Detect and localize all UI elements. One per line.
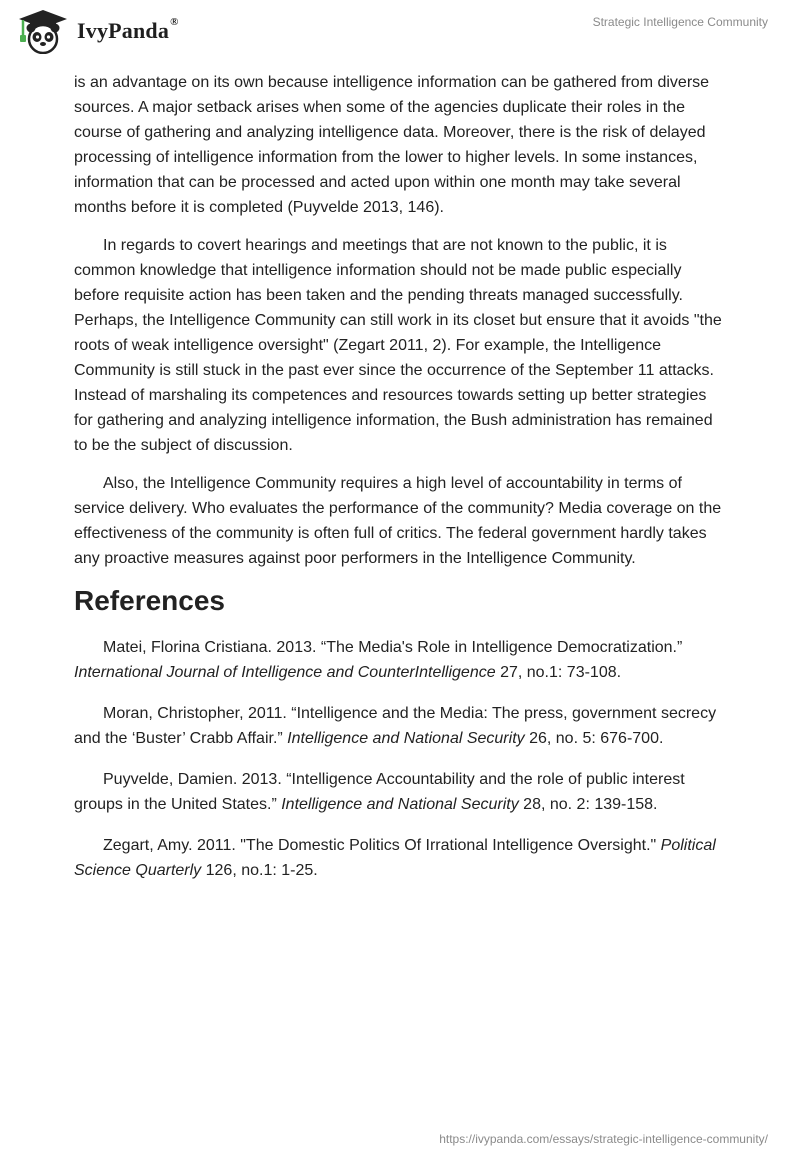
reference-item-zegart <box>74 833 724 883</box>
body-paragraph-2: In regards to covert hearings and meetings that are not known to the public, it is common knowledge that intelligence information should not be made public especially before requisite action has been taken and the pending threats managed successfully. Perhaps, the Intelligence Community can still work in its closet but ensure that it avoids "the roots of weak intelligence oversight" (Zegart 2011, 2). For example, the Intelligence Community is still stuck in the past ever since the occurrence of the September 11 attacks. Instead of marshaling its competences and resources towards setting up better strategies for gathering and analyzing intelligence information, the Bush administration has remained to be the subject of discussion. <box>74 237 722 454</box>
reference-text: Zegart, Amy. 2011. "The Domestic Politics Of Irrational Intelligence Oversight." <box>103 837 661 854</box>
body-paragraph-3: Also, the Intelligence Community requires a high level of accountability in terms of service delivery. Who evaluates the performance of the community? Media coverage on the effectiveness of the community is often full of critics. The federal government hardly takes any proactive measures against poor performers in the Intelligence Community. <box>74 475 722 567</box>
reference-text: Moran, Christopher, 2011. “Intelligence and the Media: The press, government secrecy and the ‘Buster’ Crabb Affair.” <box>74 705 717 747</box>
brand-text: IvyPanda <box>77 18 170 43</box>
panda-graduate-icon <box>15 8 71 54</box>
reference-journal: Intelligence and National Security <box>287 730 525 747</box>
reference-citation: 26, no. 5: 676-700. <box>524 730 664 747</box>
reference-text: Puyvelde, Damien. 2013. “Intelligence Accountability and the role of public interest groups in the United States.” <box>74 771 685 813</box>
reference-citation: 28, no. 2: 139-158. <box>518 796 658 813</box>
reference-journal: Political Science Quarterly <box>74 837 716 879</box>
page-header <box>0 0 800 70</box>
reference-citation: 27, no.1: 73-108. <box>495 664 622 681</box>
reference-item-matei <box>74 635 724 685</box>
logo[interactable] <box>15 8 179 54</box>
source-url[interactable]: https://ivypanda.com/essays/strategic-intelligence-community/ <box>439 1132 768 1146</box>
registered-mark: ® <box>170 16 179 28</box>
reference-journal: Intelligence and National Security <box>281 796 519 813</box>
essay-content <box>74 70 724 899</box>
brand-name <box>77 18 179 44</box>
reference-text: Matei, Florina Cristiana. 2013. “The Media's Role in Intelligence Democratization.” <box>103 639 683 656</box>
reference-citation: 126, no.1: 1-25. <box>201 862 318 879</box>
reference-journal: International Journal of Intelligence and CounterIntelligence <box>74 664 496 681</box>
body-paragraph-1: is an advantage on its own because intelligence information can be gathered from diverse sources. A major setback arises when some of the agencies duplicate their roles in the course of gathering and analyzing intelligence data. Moreover, there is the risk of delayed processing of intelligence information from the lower to higher levels. In some instances, information that can be processed and acted upon within one month may take several months before it is completed (Puyvelde 2013, 146). <box>74 74 710 216</box>
reference-item-puyvelde <box>74 767 724 817</box>
document-title: Strategic Intelligence Community <box>592 15 768 29</box>
references-heading: References <box>74 585 225 616</box>
reference-item-moran <box>74 701 724 751</box>
